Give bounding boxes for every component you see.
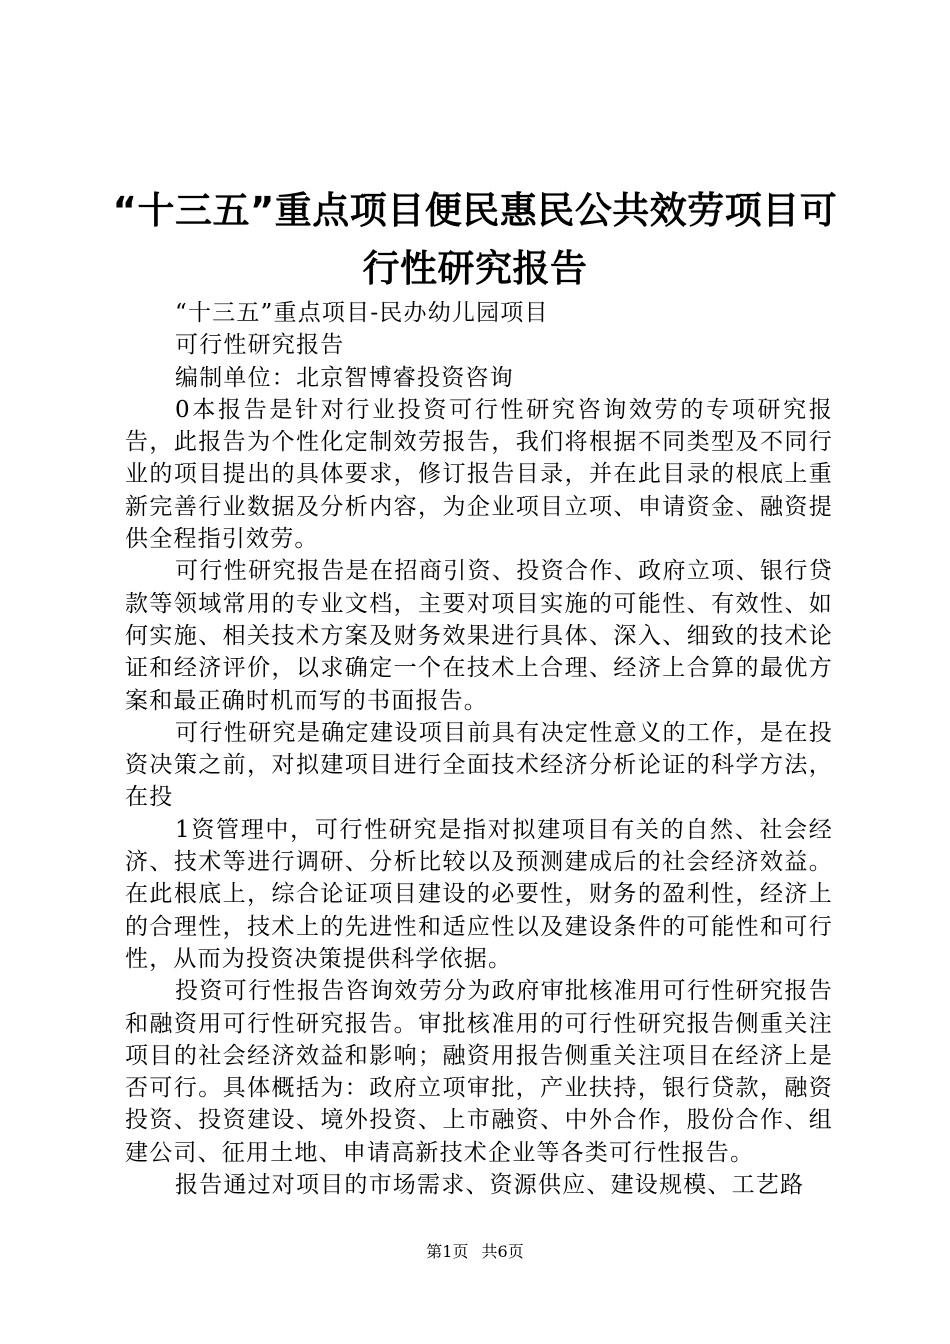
page-number: 第1页 — [426, 1242, 469, 1261]
project-subtitle: “十三五”重点项目-民办幼儿园项目 — [175, 300, 549, 326]
page-total: 共6页 — [481, 1242, 524, 1261]
document-body — [125, 297, 833, 1201]
page-footer — [0, 1243, 950, 1261]
paragraph: 1资管理中，可行性研究是指对拟建项目有关的自然、社会经济、技术等进行调研、分析比较以及预测建成后的社会经济效益。在此根底上，综合论证项目建设的必要性，财务的盈利性，经济上的合理性，技术上的先进性和适应性以及建设条件的可能性和可行性，从而为投资决策提供科学依据。 — [125, 816, 833, 972]
paragraph: 可行性研究报告是在招商引资、投资合作、政府立项、银行贷款等领域常用的专业文档，主要对项目实施的可能性、有效性、如何实施、相关技术方案及财务效果进行具体、深入、细致的技术论证和经济评价，以求确定一个在技术上合理、经济上合算的最优方案和最正确时机而写的书面报告。 — [125, 558, 833, 714]
document-title-line-1: “十三五”重点项目便民惠民公共效劳项目可 — [112, 189, 838, 232]
document-title-line-2: 行性研究报告 — [362, 247, 588, 290]
paragraph: 可行性研究是确定建设项目前具有决定性意义的工作，是在投资决策之前，对拟建项目进行全面技术经济分析论证的科学方法，在投 — [125, 719, 833, 811]
paragraph: 投资可行性报告咨询效劳分为政府审批核准用可行性研究报告和融资用可行性研究报告。审批核准用的可行性研究报告侧重关注项目的社会经济效益和影响；融资用报告侧重关注项目在经济上是否可行。具体概括为：政府立项审批，产业扶持，银行贷款，融资投资、投资建设、境外投资、上市融资、中外合作，股份合作、组建公司、征用土地、申请高新技术企业等各类可行性报告。 — [125, 978, 833, 1166]
paragraph: 0本报告是针对行业投资可行性研究咨询效劳的专项研究报告，此报告为个性化定制效劳报告，我们将根据不同类型及不同行业的项目提出的具体要求，修订报告目录，并在此目录的根底上重新完善行业数据及分析内容，为企业项目立项、申请资金、融资提供全程指引效劳。 — [125, 396, 833, 553]
compiling-unit: 编制单位：北京智博睿投资咨询 — [175, 364, 514, 391]
paragraph: 报告通过对项目的市场需求、资源供应、建设规模、工艺路 — [175, 1172, 805, 1199]
report-label: 可行性研究报告 — [175, 332, 345, 359]
